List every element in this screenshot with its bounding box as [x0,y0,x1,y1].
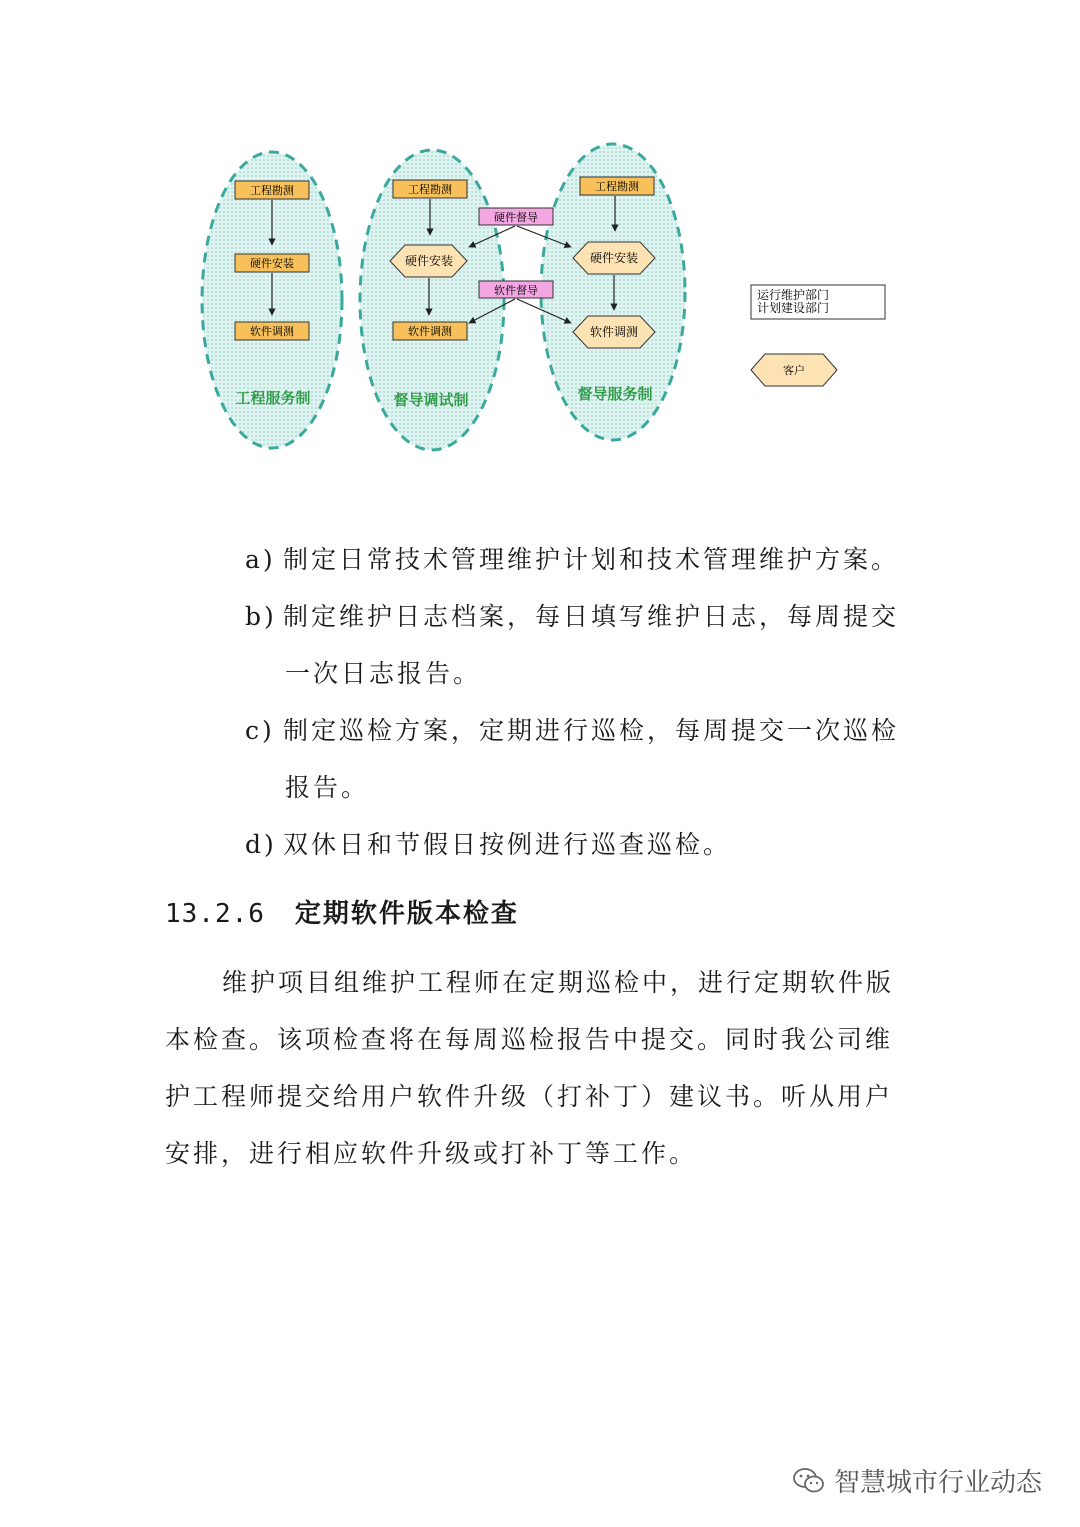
service-model-diagram [195,135,915,465]
section-number: 13.2.6 [165,899,265,929]
list-marker-d: d) [245,830,277,859]
connector-hardware-supervision-label: 硬件督导 [494,211,538,224]
list-text-c-2: 报告。 [285,773,370,802]
middle-hex-hardware-label: 硬件安装 [404,254,454,268]
watermark [792,1462,1042,1499]
watermark-text: 智慧城市行业动态 [834,1468,1043,1498]
paragraph-line-1: 维护项目组维护工程师在定期巡检中，进行定期软件版 [222,968,895,997]
paragraph-line-2: 本检查。该项检查将在每周巡检报告中提交。同时我公司维 [165,1025,894,1054]
paragraph-line-3: 护工程师提交给用户软件升级（打补丁）建议书。听从用户 [165,1082,894,1111]
middle-box-software-label: 软件调测 [408,325,452,338]
list-text-b-1: 制定维护日志档案，每日填写维护日志，每周提交 [283,602,900,631]
connector-software-supervision-label: 软件督导 [494,284,538,297]
wechat-icon [792,1466,826,1496]
section-heading [165,893,519,930]
list-item-d [245,825,945,861]
list-marker-b: b) [245,602,277,631]
paragraph-line-4: 安排，进行相应软件升级或打补丁等工作。 [165,1139,698,1168]
left-box-software-label: 软件调测 [250,325,294,338]
list-text-b-2: 一次日志报告。 [285,659,482,688]
list-item-b [245,597,945,633]
left-group-label: 工程服务制 [235,389,311,407]
list-marker-a: a) [245,545,276,574]
list-marker-c: c) [245,716,275,745]
left-box-survey-label: 工程勘测 [250,184,294,197]
list-text-d: 双休日和节假日按例进行巡查巡检。 [283,830,732,859]
middle-group-label: 督导调试制 [393,391,469,409]
list-item-c [245,711,945,747]
list-text-a: 制定日常技术管理维护计划和技术管理维护方案。 [283,545,900,574]
list-text-c-1: 制定巡检方案，定期进行巡检，每周提交一次巡检 [283,716,900,745]
right-group-label: 督导服务制 [577,385,653,403]
legend-line-2: 计划建设部门 [757,301,830,315]
middle-box-survey-label: 工程勘测 [408,183,452,196]
right-hex-hardware-label: 硬件安装 [589,251,639,265]
section-title: 定期软件版本检查 [294,899,519,929]
left-box-hardware-label: 硬件安装 [250,257,294,270]
legend-line-1: 运行维护部门 [757,288,830,302]
right-box-survey-label: 工程勘测 [595,180,639,193]
legend-customer-label: 客户 [783,364,805,377]
right-hex-software-label: 软件调测 [589,325,639,339]
list-item-a [245,540,945,576]
